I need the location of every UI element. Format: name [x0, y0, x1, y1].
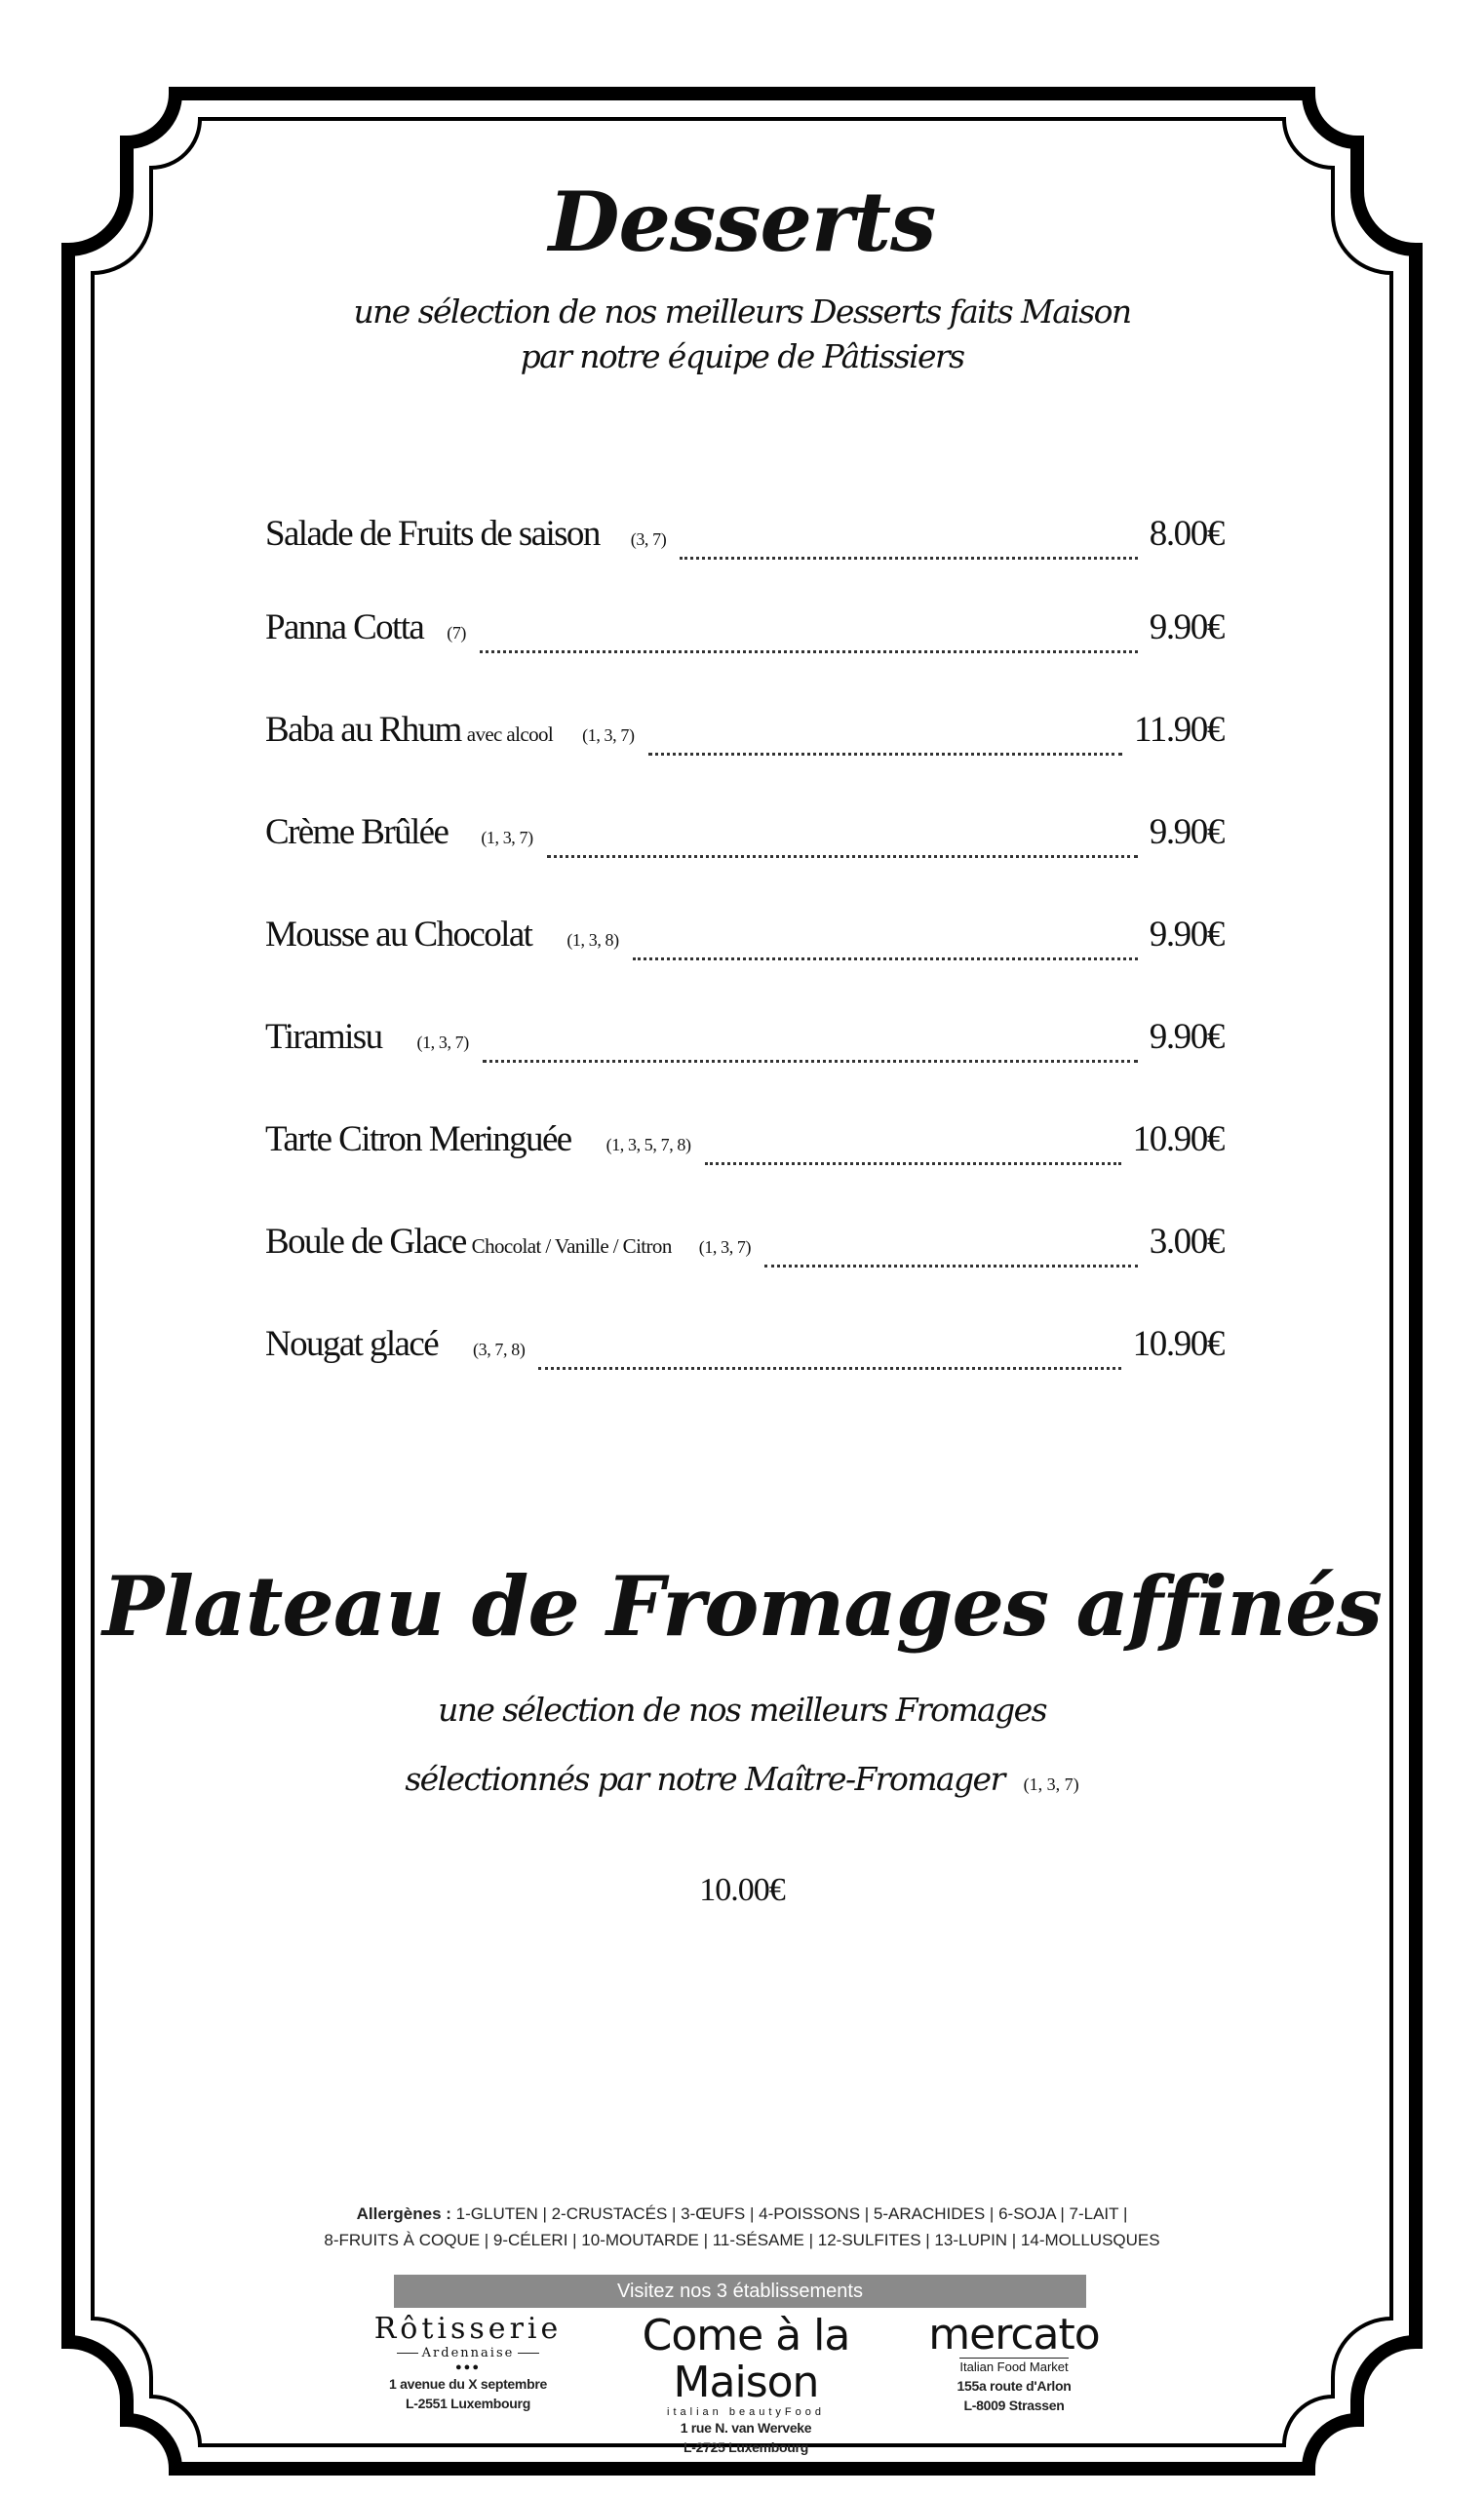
dessert-price: 3.00€ — [1149, 1222, 1224, 1262]
allergen-label: Allergènes : — [356, 2204, 451, 2223]
dot-leader — [680, 557, 1137, 560]
venue-address: 1 avenue du X septembre — [389, 2376, 547, 2392]
dessert-allergens: (3, 7) — [630, 529, 667, 549]
dessert-name: Boule de Glace — [265, 1222, 466, 1262]
dessert-allergens: (1, 3, 7) — [698, 1237, 752, 1257]
dot-leader — [648, 753, 1122, 756]
venue-come-a-la-maison — [575, 2313, 917, 2457]
dessert-price: 11.90€ — [1134, 710, 1224, 750]
venue-rotisserie — [371, 2313, 566, 2413]
dessert-note: Chocolat / Vanille / Citron — [471, 1234, 672, 1258]
venue-city: L-2725 Luxembourg — [683, 2439, 808, 2455]
dessert-row — [265, 606, 1224, 661]
divider — [397, 2353, 418, 2354]
desserts-title: Desserts — [548, 174, 936, 270]
dessert-row — [265, 1016, 1224, 1071]
dessert-name: Panna Cotta — [265, 607, 424, 647]
dots-ornament-icon: ●●● — [455, 2361, 481, 2373]
mercato-logo-sub: Italian Food Market — [959, 2360, 1069, 2374]
dessert-name: Tarte Citron Meringuée — [265, 1119, 571, 1159]
dessert-price: 9.90€ — [1149, 607, 1224, 647]
venue-city: L-8009 Strassen — [963, 2398, 1065, 2413]
dot-leader — [538, 1367, 1120, 1370]
dessert-row — [265, 709, 1224, 763]
cheese-subtitle-line1: une sélection de nos meilleurs Fromages — [438, 1691, 1046, 1729]
dessert-allergens: (1, 3, 8) — [566, 930, 619, 950]
dessert-name: Salade de Fruits de saison — [265, 514, 600, 554]
dessert-price: 10.90€ — [1132, 1119, 1224, 1159]
dessert-note: avec alcool — [466, 722, 554, 746]
dessert-row — [265, 914, 1224, 968]
cheese-price: 10.00€ — [699, 1872, 785, 1908]
dessert-allergens: (1, 3, 7) — [481, 828, 533, 847]
allergen-legend-line1 — [0, 2201, 1484, 2227]
mercato-logo: mercato — [928, 2310, 1100, 2360]
dot-leader — [633, 957, 1138, 960]
dessert-name: Crème Brûlée — [265, 812, 449, 852]
cheese-subtitle-line2-wrap — [0, 1760, 1484, 1798]
dessert-name: Nougat glacé — [265, 1324, 439, 1364]
desserts-subtitle-line2: par notre équipe de Pâtissiers — [520, 337, 964, 375]
inner-frame — [93, 119, 1391, 2445]
dot-leader — [480, 650, 1138, 653]
rotisserie-logo-sub: Ardennaise — [421, 2346, 515, 2360]
dessert-price: 10.90€ — [1132, 1324, 1224, 1364]
dessert-row — [265, 811, 1224, 866]
venue-address: 155a route d'Arlon — [957, 2378, 1072, 2394]
dessert-allergens: (1, 3, 7) — [582, 725, 635, 745]
venue-address: 1 rue N. van Werveke — [680, 2420, 812, 2436]
allergen-list-1: 1-GLUTEN | 2-CRUSTACÉS | 3-ŒUFS | 4-POISSONS | 5-ARACHIDES | 6-SOJA | 7-LAIT | — [455, 2204, 1128, 2223]
dot-leader — [483, 1060, 1138, 1063]
dot-leader — [547, 855, 1138, 858]
dessert-row — [265, 1323, 1224, 1378]
maison-logo: Come à la Maison — [642, 2311, 850, 2407]
dessert-name: Tiramisu — [265, 1017, 382, 1057]
dessert-allergens: (1, 3, 5, 7, 8) — [605, 1135, 691, 1154]
dessert-row — [265, 1118, 1224, 1173]
dessert-price: 8.00€ — [1149, 514, 1224, 554]
dessert-price: 9.90€ — [1149, 915, 1224, 955]
outer-frame — [68, 94, 1416, 2469]
rotisserie-logo-sub-wrap — [371, 2346, 566, 2360]
dessert-allergens: (3, 7, 8) — [473, 1340, 526, 1359]
rotisserie-logo: Rôtisserie — [373, 2312, 563, 2346]
divider — [518, 2353, 539, 2354]
dessert-name: Mousse au Chocolat — [265, 915, 532, 955]
cheese-subtitle-line2: sélectionnés par notre Maître-Fromager — [405, 1760, 1004, 1798]
allergen-legend-line2: 8-FRUITS À COQUE | 9-CÉLERI | 10-MOUTARDE | 11-SÉSAME | 12-SULFITES | 13-LUPIN | 14-MOLLUSQUES — [324, 2231, 1160, 2249]
cheese-allergens: (1, 3, 7) — [1023, 1774, 1079, 1794]
desserts-subtitle-line1: une sélection de nos meilleurs Desserts faits Maison — [353, 292, 1131, 331]
dot-leader — [705, 1162, 1121, 1165]
dessert-name: Baba au Rhum — [265, 710, 461, 750]
dessert-row — [265, 513, 1224, 567]
dessert-price: 9.90€ — [1149, 1017, 1224, 1057]
dessert-allergens: (1, 3, 7) — [416, 1033, 469, 1052]
venues-banner: Visitez nos 3 établissements — [394, 2275, 1086, 2308]
dessert-row — [265, 1221, 1224, 1275]
venue-mercato — [926, 2310, 1102, 2415]
dot-leader — [764, 1265, 1138, 1268]
dessert-allergens: (7) — [447, 623, 467, 643]
dessert-price: 9.90€ — [1149, 812, 1224, 852]
venue-city: L-2551 Luxembourg — [406, 2396, 530, 2411]
maison-logo-sub: italian beautyFood — [667, 2406, 825, 2418]
cheese-title: Plateau de Fromages affinés — [102, 1558, 1382, 1655]
